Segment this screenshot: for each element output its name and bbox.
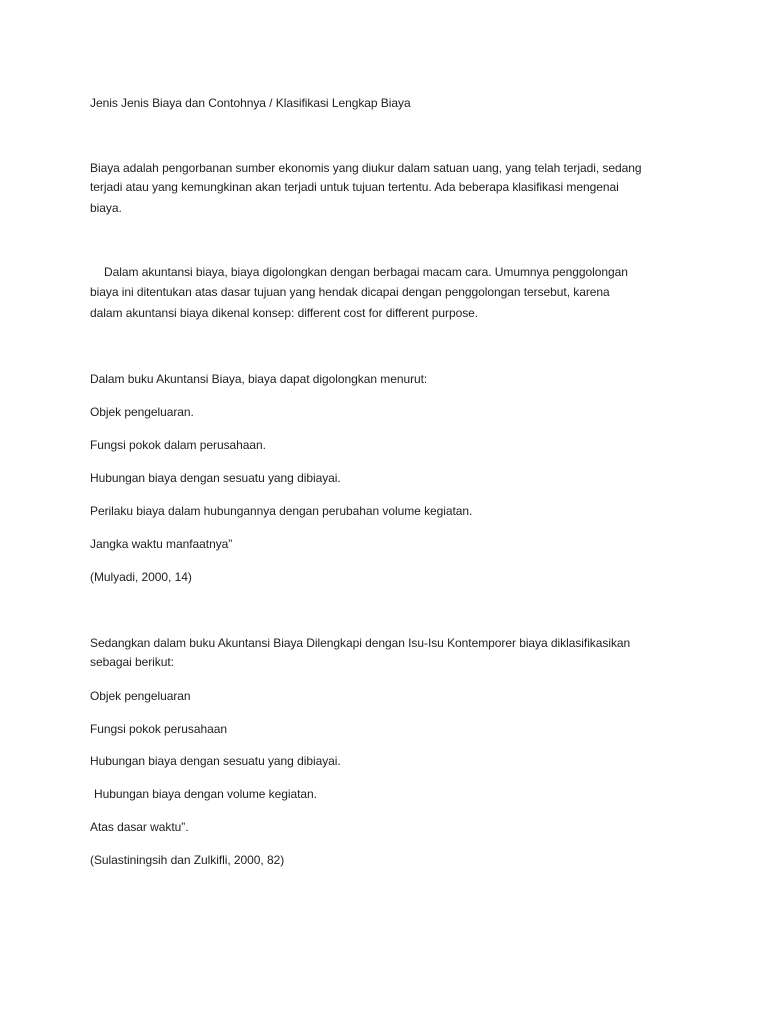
list-item: Atas dasar waktu”. bbox=[90, 820, 189, 834]
list-item: Perilaku biaya dalam hubungannya dengan perubahan volume kegiatan. bbox=[90, 504, 473, 518]
list-item: Fungsi pokok dalam perusahaan. bbox=[90, 438, 266, 452]
list-item: Fungsi pokok perusahaan bbox=[90, 722, 227, 736]
list-intro: Dalam buku Akuntansi Biaya, biaya dapat digolongkan menurut: bbox=[90, 372, 428, 386]
list-item: Hubungan biaya dengan volume kegiatan. bbox=[94, 787, 317, 801]
document-title: Jenis Jenis Biaya dan Contohnya / Klasifikasi Lengkap Biaya bbox=[90, 96, 411, 110]
paragraph-line: terjadi atau yang kemungkinan akan terjadi untuk tujuan tertentu. Ada beberapa klasifikasi mengenai bbox=[90, 180, 619, 194]
paragraph-line: biaya ini ditentukan atas dasar tujuan yang hendak dicapai dengan penggolongan tersebut, karena bbox=[90, 285, 610, 299]
list-intro: sebagai berikut: bbox=[90, 655, 174, 669]
list-item: Hubungan biaya dengan sesuatu yang dibiayai. bbox=[90, 471, 341, 485]
paragraph-line: biaya. bbox=[90, 201, 122, 215]
citation: (Mulyadi, 2000, 14) bbox=[90, 570, 192, 584]
list-item: Hubungan biaya dengan sesuatu yang dibiayai. bbox=[90, 754, 341, 768]
list-item: Objek pengeluaran bbox=[90, 689, 191, 703]
list-intro: Sedangkan dalam buku Akuntansi Biaya Dilengkapi dengan Isu-Isu Kontemporer biaya diklasifikasikan bbox=[90, 636, 631, 650]
paragraph-line: Dalam akuntansi biaya, biaya digolongkan dengan berbagai macam cara. Umumnya penggolongan bbox=[104, 265, 628, 279]
paragraph-line: Biaya adalah pengorbanan sumber ekonomis yang diukur dalam satuan uang, yang telah terjadi, sedang bbox=[90, 161, 642, 175]
paragraph-line: dalam akuntansi biaya dikenal konsep: different cost for different purpose. bbox=[90, 306, 479, 320]
list-item: Jangka waktu manfaatnya” bbox=[90, 537, 233, 551]
citation: (Sulastiningsih dan Zulkifli, 2000, 82) bbox=[90, 853, 285, 867]
list-item: Objek pengeluaran. bbox=[90, 405, 194, 419]
